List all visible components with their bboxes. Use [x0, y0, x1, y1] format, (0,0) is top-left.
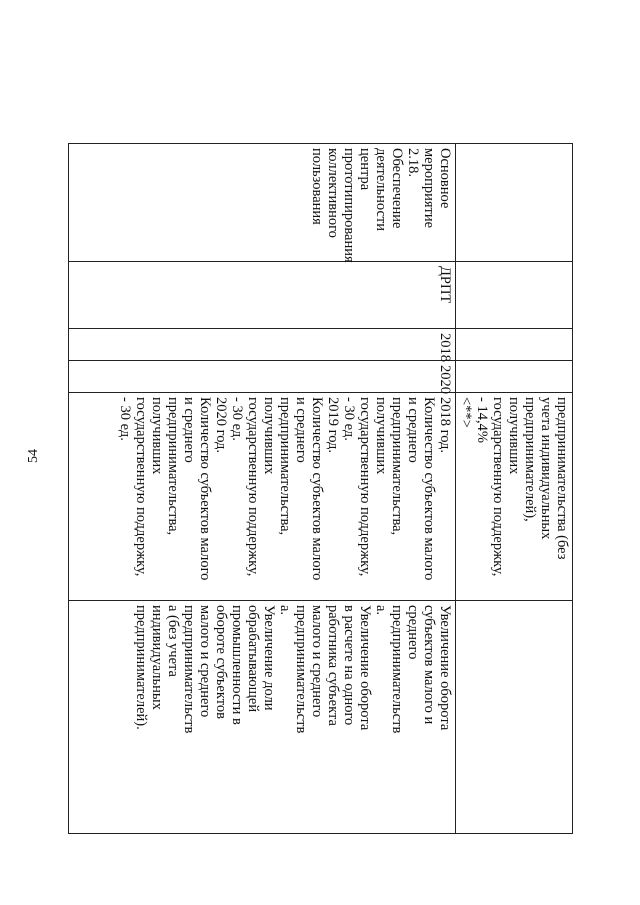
cell-indicator-continuation: предпринимательства (без учета индивидуальных предпринимателей), получивших государственную поддержку, - 14,4% <**> — [456, 393, 573, 601]
page-number: 54 — [26, 449, 41, 463]
table-row-continuation — [456, 144, 573, 834]
table-row-activity-2-18 — [69, 144, 456, 834]
cell-year-start-blank — [456, 329, 573, 361]
rotated-page-content — [68, 143, 573, 833]
cell-indicators: 2018 год. Количество субъектов малого и среднего предпринимательства, получивших государственную поддержку, - 30 ед. 2019 год. Количество субъектов малого и среднего предпринимательства, получивших государственную поддержку, - 30 ед. 2020 год. Количество субъектов малого и среднего предпринимательства, получивших государственную поддержку, - 30 ед. — [69, 393, 456, 601]
cell-year-end: 2020 — [69, 361, 456, 393]
cell-executor-blank — [456, 262, 573, 329]
program-activities-table — [68, 143, 573, 834]
cell-year-end-blank — [456, 361, 573, 393]
cell-executor: ДРПТ — [69, 262, 456, 329]
cell-activity-name: Основное мероприятие 2.18. Обеспечение деятельности центра прототипирования коллективного пользования — [69, 144, 456, 262]
cell-year-start: 2018 — [69, 329, 456, 361]
cell-expected-results: Увеличение оборота субъектов малого и среднего предпринимательств а. Увеличение оборота в расчете на одного работника субъекта малого и среднего предпринимательств а. Увеличение доли обрабатывающей промышленности в обороте субъектов малого и среднего предпринимательств а (без учета индивидуальных предпринимателей). — [69, 601, 456, 834]
cell-name-blank — [456, 144, 573, 262]
cell-result-blank — [456, 601, 573, 834]
